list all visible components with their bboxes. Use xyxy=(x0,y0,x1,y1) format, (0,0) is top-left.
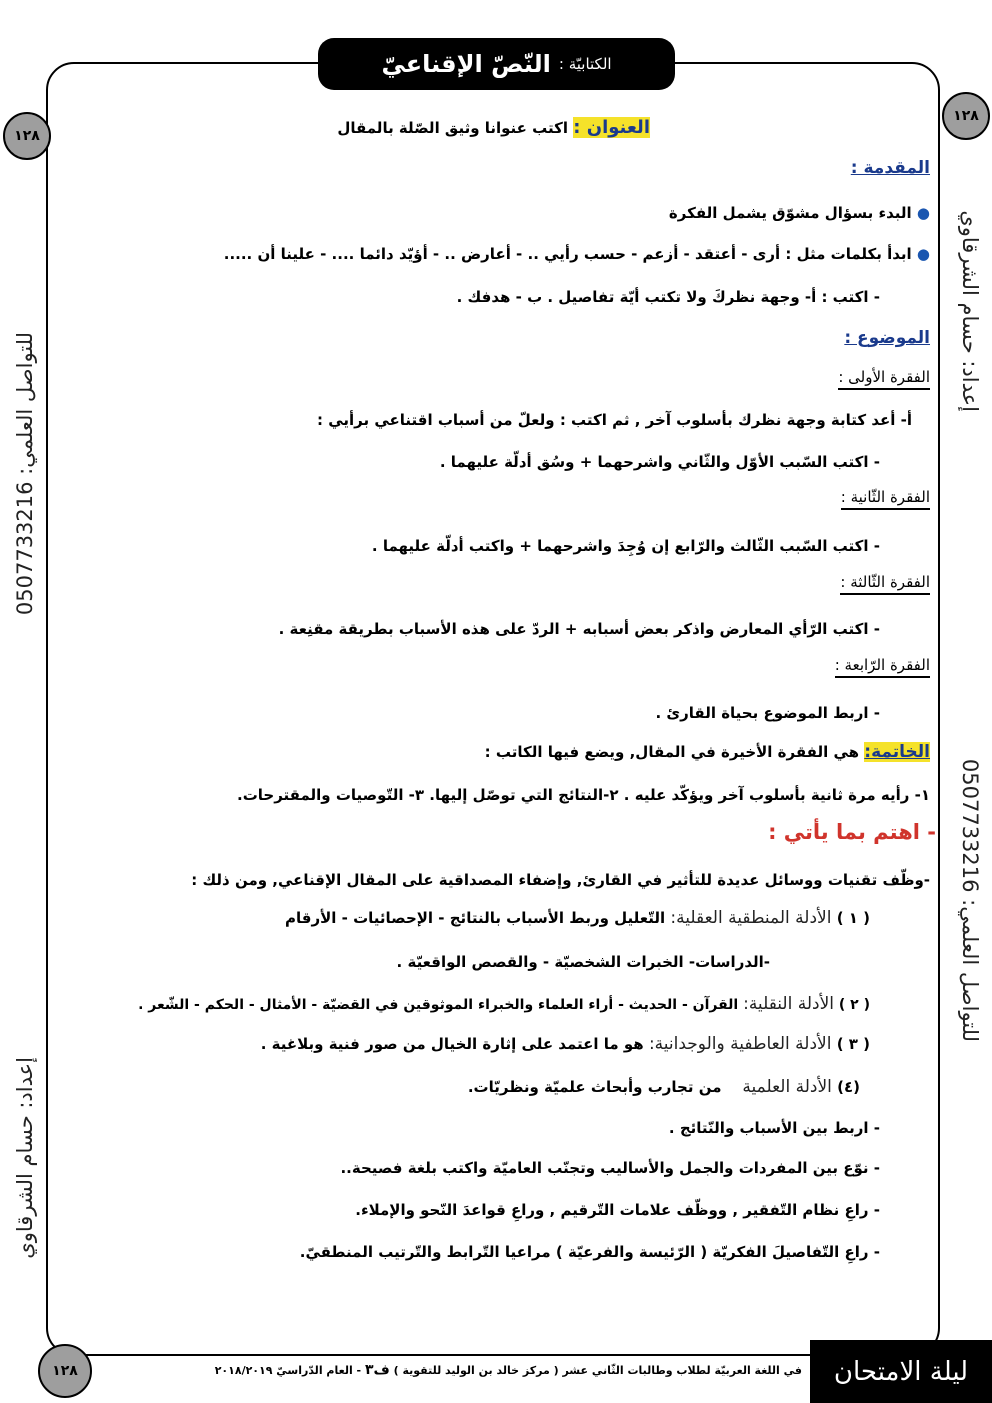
conclusion-line xyxy=(485,742,930,762)
evidence-name: الأدلة النقلية: xyxy=(743,994,835,1014)
subject-label: الكتابيّة : xyxy=(558,55,612,73)
contact-info: للتواصل العلمي: 0507733216 xyxy=(958,758,982,1042)
tip: - نوّع بين المفردات والجمل والأساليب وتجنّب العاميّة واكتب بلغة فصيحة.. xyxy=(340,1159,880,1177)
conclusion-label: الخاتمة: xyxy=(864,742,930,762)
evidence-item: (٤) الأدلة العلمية من تجارب وأبحاث علميّة ونظريّات. xyxy=(467,1077,860,1097)
title-label: العنوان : xyxy=(573,117,650,138)
conclusion-points: ١- رأيه مرة ثانية بأسلوب آخر ويؤكّد عليه . ٢-النتائج التي توصّل إليها. ٣- التّوصيات والمقترحات. xyxy=(237,786,930,804)
paragraph-line: - اكتب السّبب الأوّل والثّاني واشرحهما + وسُق أدلّة عليهما . xyxy=(439,453,880,471)
footer-text: في اللغة العربيّة لطلاب وطالبات الثّاني عشر ( مركز خالد بن الوليد للتقوية ) ف٣ - العام الدّراسيّ ٢٠١٨/٢٠١٩ xyxy=(214,1362,802,1378)
evidence-text: هو ما اعتمد على إثارة الخيال من صور فنية وبلاغية . xyxy=(260,1035,644,1053)
paragraph-label: الفقرة الثّانية : xyxy=(841,488,930,510)
notes-intro: -وظّف تقنيات ووسائل عديدة للتأثير في القارئ, وإضفاء المصداقية على المقال الإقناعي, ومن ذلك : xyxy=(191,871,930,889)
title-banner xyxy=(318,38,675,90)
evidence-name: الأدلة العلمية xyxy=(742,1077,832,1097)
page-number-badge: ١٢٨ xyxy=(942,92,990,140)
bullet-text: البدء بسؤال مشوّق يشمل الفكرة xyxy=(668,204,912,222)
paragraph-line: - اربط الموضوع بحياة القارئ . xyxy=(655,704,880,722)
tip: - راعِ التّفاصيلَ الفكريّة ( الرّئيسة والفرعيّة ) مراعيا التّرابط والتّرتيب المنطقيّ. xyxy=(299,1243,880,1261)
body-heading: الموضوع : xyxy=(844,328,930,348)
notes-heading: - اهتم بما يأتي : xyxy=(768,820,936,844)
author-credit: إعداد: حسام الشرقاوي xyxy=(13,1057,37,1259)
conclusion-text: هي الفقرة الأخيرة في المقال, ويضع فيها الكاتب : xyxy=(484,743,860,761)
evidence-item: ( ٣ ) الأدلة العاطفية والوجدانية: هو ما اعتمد على إثارة الخيال من صور فنية وبلاغية . xyxy=(260,1034,870,1054)
contact-info: للتواصل العلمي: 0507733216 xyxy=(13,332,37,616)
footer-brand: ليلة الامتحان xyxy=(810,1340,992,1403)
intro-heading: المقدمة : xyxy=(850,158,930,178)
evidence-text: التّعليل وربط الأسباب بالنتائج - الإحصائيات - الأرقام xyxy=(285,909,666,927)
evidence-name: الأدلة المنطقية العقلية: xyxy=(670,908,832,928)
tip: - اربط بين الأسباب والنّتائج . xyxy=(668,1119,880,1137)
evidence-text: القرآن - الحديث - أراء العلماء والخبراء الموثوقين في القضيّة - الأمثال - الحكم - الشّعر . xyxy=(138,997,739,1013)
evidence-item: ( ١ ) الأدلة المنطقية العقلية: التّعليل وربط الأسباب بالنتائج - الإحصائيات - الأرقام xyxy=(285,908,870,928)
evidence-text: من تجارب وأبحاث علميّة ونظريّات. xyxy=(467,1078,722,1096)
intro-bullet: ● البدء بسؤال مشوّق يشمل الفكرة xyxy=(668,204,930,222)
evidence-item xyxy=(397,952,770,972)
intro-bullet: ● ابدأ بكلمات مثل : أرى - أعتقد - أزعم - حسب رأيي .. - أعارض .. - أؤيّد دائما .... - علينا أن ..... xyxy=(223,245,930,263)
paragraph-label: الفقرة الثّالثة : xyxy=(840,573,930,595)
paragraph-line: - اكتب السّبب الثّالث والرّابع إن وُجِدَ واشرحهما + واكتب أدلّة عليهما . xyxy=(371,537,880,555)
paragraph-label: الفقرة الرّابعة : xyxy=(835,656,930,678)
tip: - راعِ نظام التّفقير , ووظّف علامات التّرقيم , وراعِ قواعدَ النّحو والإملاء. xyxy=(355,1201,880,1219)
author-credit: إعداد: حسام الشرقاوي xyxy=(958,210,982,412)
paragraph-line: - اكتب الرّأي المعارض واذكر بعض أسبابه + الردّ على هذه الأسباب بطريقة مقنِعة . xyxy=(278,620,880,638)
paragraph-line: أ- أعد كتابة وجهة نظرك بأسلوب آخر , ثم اكتب : ولعلّ من أسباب اقتناعي برأيي : xyxy=(317,411,912,429)
page-number-badge: ١٢٨ xyxy=(38,1344,92,1398)
intro-write: - اكتب : أ- وجهة نظركَ ولا تكتب أيّة تفاصيل . ب - هدفك . xyxy=(456,288,880,306)
title-text: اكتب عنوانا وثيق الصّلة بالمقال xyxy=(337,119,569,137)
title-instruction xyxy=(337,118,650,138)
evidence-item: ( ٢ ) الأدلة النقلية: القرآن - الحديث - أراء العلماء والخبراء الموثوقين في القضيّة - الأمثال - الحكم - الشّعر . xyxy=(138,994,870,1014)
paragraph-label: الفقرة الأولى : xyxy=(838,368,930,390)
page-number-badge: ١٢٨ xyxy=(3,112,51,160)
page-title: النّصّ الإقناعيّ xyxy=(381,50,551,78)
evidence-name: الأدلة العاطفية والوجدانية: xyxy=(648,1034,832,1054)
bullet-text: ابدأ بكلمات مثل : أرى - أعتقد - أزعم - حسب رأيي .. - أعارض .. - أؤيّد دائما .... - علينا أن ..... xyxy=(223,245,912,263)
evidence-text: -الدراسات- الخبرات الشخصيّة - والقصص الواقعيّة . xyxy=(396,953,770,971)
